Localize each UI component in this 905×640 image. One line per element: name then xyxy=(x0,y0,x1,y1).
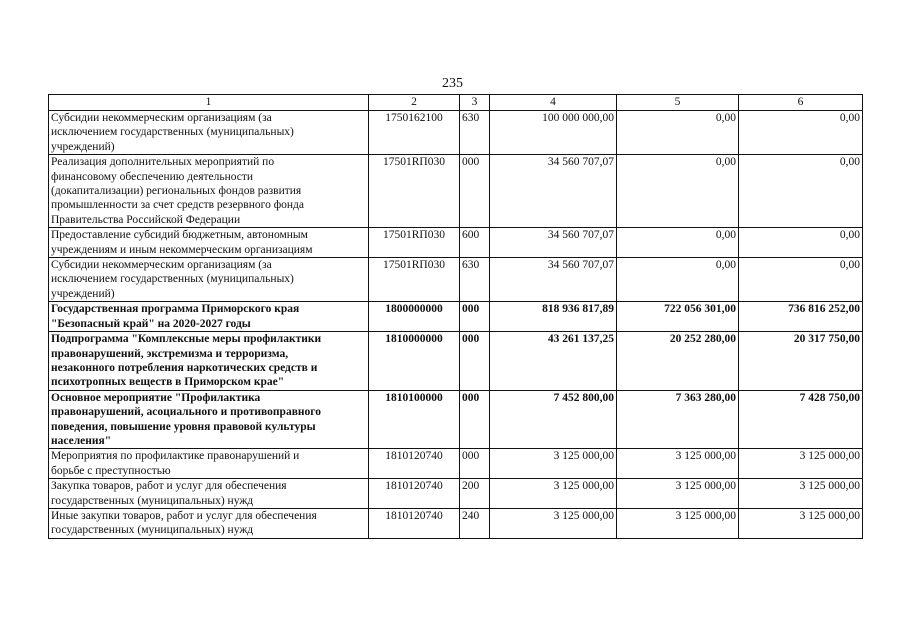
row-vr-cell: 200 xyxy=(460,479,490,509)
row-vr-cell: 000 xyxy=(460,302,490,332)
row-csr-cell: 1750162100 xyxy=(369,111,460,155)
row-name-line: Правительства Российской Федерации xyxy=(51,213,241,226)
header-cell-vr: 3 xyxy=(460,95,490,111)
row-csr-cell: 1800000000 xyxy=(369,302,460,332)
row-name-line: Государственная программа Приморского края xyxy=(51,303,300,316)
row-amount-2-cell: 0,00 xyxy=(617,155,739,228)
row-amount-2-cell: 0,00 xyxy=(617,228,739,258)
row-name-line: Реализация дополнительных мероприятий по xyxy=(51,156,275,169)
table-row xyxy=(49,332,863,391)
row-amount-1-cell: 43 261 137,25 xyxy=(490,332,617,391)
row-name-line: Закупка товаров, работ и услуг для обеспечения xyxy=(51,480,287,493)
row-name-line: психотропных веществ в Приморском крае" xyxy=(51,376,285,389)
row-vr-cell: 000 xyxy=(460,449,490,479)
row-amount-2-cell: 3 125 000,00 xyxy=(617,508,739,538)
row-amount-2-cell: 7 363 280,00 xyxy=(617,390,739,449)
row-csr-cell: 1810120740 xyxy=(369,449,460,479)
row-name-cell xyxy=(49,332,369,391)
row-name-cell xyxy=(49,258,369,302)
row-vr-cell: 600 xyxy=(460,228,490,258)
row-name-line: учреждениям и иным некоммерческим организациям xyxy=(51,243,313,256)
row-amount-1-cell: 3 125 000,00 xyxy=(490,479,617,509)
row-name-line: Иные закупки товаров, работ и услуг для обеспечения xyxy=(51,509,317,522)
row-amount-2-cell: 3 125 000,00 xyxy=(617,479,739,509)
table-row xyxy=(49,302,863,332)
row-amount-1-cell: 3 125 000,00 xyxy=(490,508,617,538)
row-amount-2-cell: 0,00 xyxy=(617,111,739,155)
table-row xyxy=(49,508,863,538)
row-name-line: Субсидии некоммерческим организациям (за xyxy=(51,112,272,124)
row-name-line: исключением государственных (муниципальных) xyxy=(51,273,294,286)
row-csr-cell: 17501RП030 xyxy=(369,228,460,258)
row-amount-2-cell: 20 252 280,00 xyxy=(617,332,739,391)
row-csr-cell: 1810120740 xyxy=(369,508,460,538)
row-amount-3-cell: 0,00 xyxy=(739,155,863,228)
row-amount-1-cell: 7 452 800,00 xyxy=(490,390,617,449)
row-amount-3-cell: 20 317 750,00 xyxy=(739,332,863,391)
table-row xyxy=(49,228,863,258)
row-amount-1-cell: 3 125 000,00 xyxy=(490,449,617,479)
row-amount-2-cell: 0,00 xyxy=(617,258,739,302)
row-name-line: учреждений) xyxy=(51,287,115,300)
row-name-line: незаконного потребления наркотических средств и xyxy=(51,361,318,374)
row-vr-cell: 630 xyxy=(460,258,490,302)
row-name-line: Предоставление субсидий бюджетным, автономным xyxy=(51,229,308,242)
row-name-line: правонарушений, асоциального и противоправного xyxy=(51,406,321,419)
row-name-line: населения" xyxy=(51,434,112,447)
row-amount-3-cell: 7 428 750,00 xyxy=(739,390,863,449)
row-name-line: учреждений) xyxy=(51,140,115,153)
table-row xyxy=(49,111,863,155)
row-vr-cell: 000 xyxy=(460,332,490,391)
row-amount-3-cell: 3 125 000,00 xyxy=(739,508,863,538)
table-body xyxy=(49,111,863,539)
row-amount-1-cell: 34 560 707,07 xyxy=(490,228,617,258)
row-amount-1-cell: 34 560 707,07 xyxy=(490,155,617,228)
row-amount-3-cell: 736 816 252,00 xyxy=(739,302,863,332)
row-csr-cell: 1810100000 xyxy=(369,390,460,449)
row-amount-1-cell: 100 000 000,00 xyxy=(490,111,617,155)
header-cell-csr: 2 xyxy=(369,95,460,111)
row-name-cell xyxy=(49,155,369,228)
row-csr-cell: 17501RП030 xyxy=(369,155,460,228)
row-name-cell xyxy=(49,228,369,258)
table-row xyxy=(49,155,863,228)
row-amount-1-cell: 34 560 707,07 xyxy=(490,258,617,302)
row-amount-3-cell: 0,00 xyxy=(739,258,863,302)
row-name-cell xyxy=(49,449,369,479)
row-name-line: (докапитализации) региональных фондов развития xyxy=(51,185,302,198)
table-row xyxy=(49,390,863,449)
row-name-line: правонарушений, экстремизма и терроризма, xyxy=(51,347,289,360)
row-vr-cell: 240 xyxy=(460,508,490,538)
row-name-line: Основное мероприятие "Профилактика xyxy=(51,391,261,404)
budget-table xyxy=(48,94,863,539)
row-name-line: "Безопасный край" на 2020-2027 годы xyxy=(51,317,251,330)
row-vr-cell: 000 xyxy=(460,390,490,449)
row-name-line: государственных (муниципальных) нужд xyxy=(51,524,254,537)
header-cell-amount-1: 4 xyxy=(490,95,617,111)
row-csr-cell: 1810120740 xyxy=(369,479,460,509)
row-amount-3-cell: 3 125 000,00 xyxy=(739,449,863,479)
row-amount-3-cell: 0,00 xyxy=(739,111,863,155)
header-cell-amount-3: 6 xyxy=(739,95,863,111)
row-name-line: исключением государственных (муниципальных) xyxy=(51,126,294,139)
row-name-line: государственных (муниципальных) нужд xyxy=(51,494,254,507)
row-name-line: Мероприятия по профилактике правонарушений и xyxy=(51,450,300,463)
row-name-line: борьбе с преступностью xyxy=(51,464,171,477)
row-name-line: поведения, повышение уровня правовой культуры xyxy=(51,420,316,433)
row-amount-3-cell: 0,00 xyxy=(739,228,863,258)
header-cell-amount-2: 5 xyxy=(617,95,739,111)
row-amount-2-cell: 3 125 000,00 xyxy=(617,449,739,479)
row-name-cell xyxy=(49,302,369,332)
table-row xyxy=(49,449,863,479)
row-name-line: Подпрограмма "Комплексные меры профилактики xyxy=(51,333,322,346)
header-cell-name: 1 xyxy=(49,95,369,111)
row-name-cell xyxy=(49,508,369,538)
row-csr-cell: 1810000000 xyxy=(369,332,460,391)
table-row xyxy=(49,258,863,302)
row-name-line: промышленности за счет средств резервного фонда xyxy=(51,199,305,212)
row-name-line: Субсидии некоммерческим организациям (за xyxy=(51,259,272,272)
row-vr-cell: 630 xyxy=(460,111,490,155)
row-name-cell xyxy=(49,111,369,155)
row-amount-1-cell: 818 936 817,89 xyxy=(490,302,617,332)
row-amount-3-cell: 3 125 000,00 xyxy=(739,479,863,509)
row-vr-cell: 000 xyxy=(460,155,490,228)
header-row xyxy=(49,95,863,111)
row-name-cell xyxy=(49,390,369,449)
row-csr-cell: 17501RП030 xyxy=(369,258,460,302)
row-name-cell xyxy=(49,479,369,509)
page-number: 235 xyxy=(442,76,463,91)
row-amount-2-cell: 722 056 301,00 xyxy=(617,302,739,332)
row-name-line: финансовому обеспечению деятельности xyxy=(51,170,254,183)
table-row xyxy=(49,479,863,509)
